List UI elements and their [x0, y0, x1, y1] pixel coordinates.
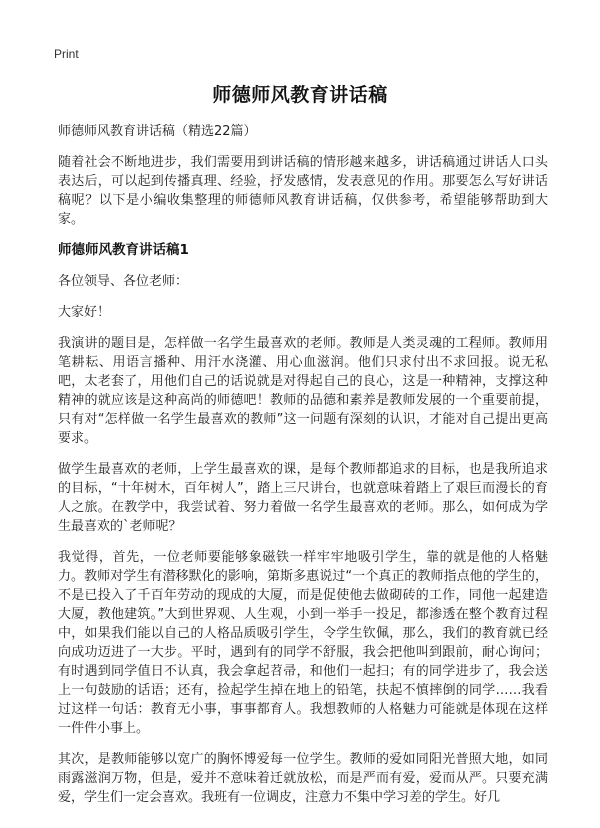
- intro-paragraph: 随着社会不断地进步，我们需要用到讲话稿的情形越来越多，讲话稿通过讲话人口头表达后，可以起到传播真理、经验，抒发感情，发表意见的作用。那要怎么写好讲话稿呢？以下是小编收集整理的师德师风教育讲话稿，仅供参考，希望能够帮助到大家。: [58, 155, 548, 227]
- salutation: 各位领导、各位老师：: [58, 274, 189, 289]
- document-subtitle: 师德师风教育讲话稿（精选22篇）: [58, 124, 257, 139]
- section-heading: 师德师风教育讲话稿1: [58, 242, 189, 258]
- body-paragraph-1: 我演讲的题目是，怎样做一名学生最喜欢的老师。教师是人类灵魂的工程师。教师用笔耕耘、用语言播种、用汗水浇灌、用心血滋润。他们只求付出不求回报。说无私吧，太老套了，用他们自己的话说就是对得起自己的良心，这是一种精神，支撑这种精神的就应该是这种高尚的师德吧！教师的品德和素养是教师发展的一个重要前提，只有对“怎样做一名学生最喜欢的教师”这一问题有深刻的认识，才能对自己提出更高要求。: [58, 336, 548, 446]
- print-link[interactable]: Print: [54, 47, 79, 61]
- body-paragraph-2: 做学生最喜欢的老师，上学生最喜欢的课，是每个教师都追求的目标，也是我所追求的目标，“十年树木，百年树人”，踏上三尺讲台，也就意味着踏上了艰巨而漫长的育人之旅。在教学中，我尝试着、努力着做一名学生最喜欢的老师。那么，如何成为学生最喜欢的`老师呢？: [58, 462, 548, 534]
- body-paragraph-3: 我觉得，首先，一位老师要能够象磁铁一样牢牢地吸引学生，靠的就是他的人格魅力。教师对学生有潜移默化的影响，第斯多惠说过“一个真正的教师指点他的学生的，不是已投入了千百年劳动的现成的大厦，而是促使他去做砌砖的工作，同他一起建造大厦，教他建筑。”大到世界观、人生观，小到一举手一投足，都渗透在整个教育过程中，如果我们能以自己的人格品质吸引学生，令学生钦佩，那么，我们的教育就已经向成功迈进了一大步。平时，遇到有的同学不舒服，我会把他叫到跟前，耐心询问；有时遇到同学值日不认真，我会拿起苕帚，和他们一起扫；有的同学进步了，我会送上一句鼓励的话语；还有，捡起学生掉在地上的铅笔，扶起不慎摔倒的同学……我看过这样一句话：教育无小事，事事都育人。我想教师的人格魅力可能就是体现在这样一件件小事上。: [58, 550, 548, 736]
- page-title: 师德师风教育讲话稿: [212, 84, 388, 106]
- document-body: [58, 122, 548, 807]
- greeting: 大家好！: [58, 305, 111, 320]
- body-paragraph-4: 其次，是教师能够以宽广的胸怀博爱每一位学生。教师的爱如同阳光普照大地，如同雨露滋润万物，但是，爱并不意味着迁就放松，而是严而有爱，爱而从严。只要充满爱，学生们一定会喜欢。我班有一位调皮，注意力不集中学习差的学生。好几: [58, 752, 548, 805]
